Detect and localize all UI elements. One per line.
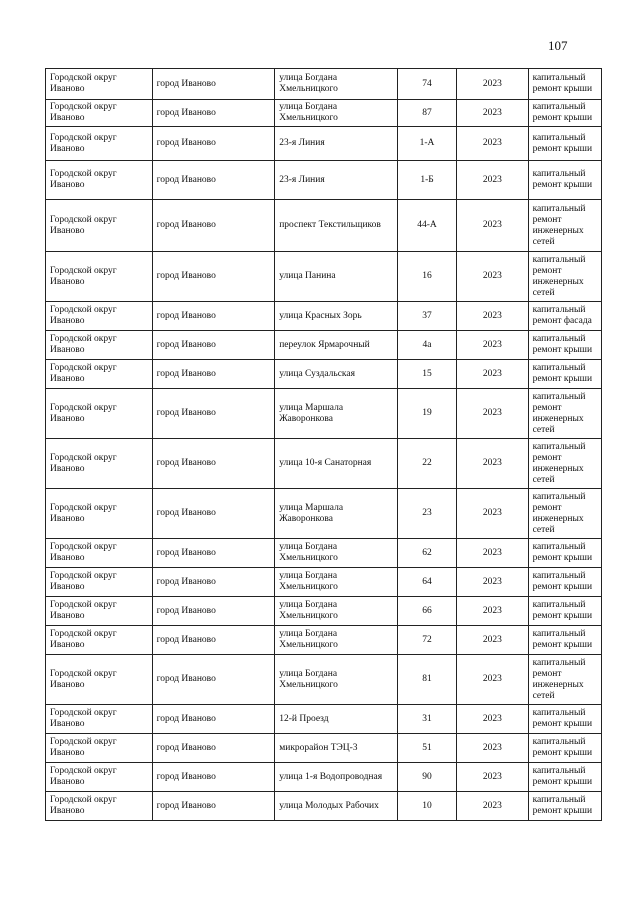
district-cell: Городской округ Иваново xyxy=(46,69,153,100)
district-cell: Городской округ Иваново xyxy=(46,439,153,489)
city-cell: город Иваново xyxy=(152,252,275,302)
year-cell: 2023 xyxy=(457,360,528,389)
housing-repair-table xyxy=(45,68,602,821)
work-type-cell: капитальный ремонт крыши xyxy=(528,100,601,127)
street-cell: переулок Ярмарочный xyxy=(275,331,398,360)
work-type-cell: капитальный ремонт инженерных сетей xyxy=(528,439,601,489)
table-row xyxy=(46,200,602,252)
house-number-cell: 74 xyxy=(397,69,456,100)
district-cell: Городской округ Иваново xyxy=(46,597,153,626)
year-cell: 2023 xyxy=(457,734,528,763)
district-cell: Городской округ Иваново xyxy=(46,302,153,331)
city-cell: город Иваново xyxy=(152,200,275,252)
city-cell: город Иваново xyxy=(152,69,275,100)
district-cell: Городской округ Иваново xyxy=(46,539,153,568)
street-cell: улица Панина xyxy=(275,252,398,302)
street-cell: улица Молодых Рабочих xyxy=(275,792,398,821)
table-row xyxy=(46,439,602,489)
work-type-cell: капитальный ремонт инженерных сетей xyxy=(528,200,601,252)
district-cell: Городской округ Иваново xyxy=(46,360,153,389)
work-type-cell: капитальный ремонт фасада xyxy=(528,302,601,331)
district-cell: Городской округ Иваново xyxy=(46,655,153,705)
year-cell: 2023 xyxy=(457,597,528,626)
street-cell: улица 10-я Санаторная xyxy=(275,439,398,489)
house-number-cell: 64 xyxy=(397,568,456,597)
city-cell: город Иваново xyxy=(152,792,275,821)
page-number: 107 xyxy=(548,38,568,53)
city-cell: город Иваново xyxy=(152,439,275,489)
district-cell: Городской округ Иваново xyxy=(46,389,153,439)
work-type-cell: капитальный ремонт крыши xyxy=(528,763,601,792)
city-cell: город Иваново xyxy=(152,302,275,331)
work-type-cell: капитальный ремонт крыши xyxy=(528,597,601,626)
year-cell: 2023 xyxy=(457,539,528,568)
work-type-cell: капитальный ремонт инженерных сетей xyxy=(528,389,601,439)
table-row xyxy=(46,360,602,389)
house-number-cell: 62 xyxy=(397,539,456,568)
district-cell: Городской округ Иваново xyxy=(46,100,153,127)
street-cell: улица Маршала Жаворонкова xyxy=(275,489,398,539)
district-cell: Городской округ Иваново xyxy=(46,489,153,539)
district-cell: Городской округ Иваново xyxy=(46,252,153,302)
work-type-cell: капитальный ремонт крыши xyxy=(528,127,601,161)
year-cell: 2023 xyxy=(457,331,528,360)
house-number-cell: 22 xyxy=(397,439,456,489)
table-row xyxy=(46,331,602,360)
district-cell: Городской округ Иваново xyxy=(46,127,153,161)
work-type-cell: капитальный ремонт крыши xyxy=(528,734,601,763)
year-cell: 2023 xyxy=(457,439,528,489)
house-number-cell: 31 xyxy=(397,705,456,734)
year-cell: 2023 xyxy=(457,200,528,252)
house-number-cell: 51 xyxy=(397,734,456,763)
street-cell: улица Суздальская xyxy=(275,360,398,389)
table-row xyxy=(46,127,602,161)
work-type-cell: капитальный ремонт крыши xyxy=(528,568,601,597)
table-row xyxy=(46,539,602,568)
house-number-cell: 4а xyxy=(397,331,456,360)
street-cell: улица Богдана Хмельницкого xyxy=(275,100,398,127)
street-cell: улица Богдана Хмельницкого xyxy=(275,655,398,705)
year-cell: 2023 xyxy=(457,792,528,821)
work-type-cell: капитальный ремонт инженерных сетей xyxy=(528,489,601,539)
street-cell: улица Богдана Хмельницкого xyxy=(275,568,398,597)
work-type-cell: капитальный ремонт крыши xyxy=(528,792,601,821)
work-type-cell: капитальный ремонт инженерных сетей xyxy=(528,655,601,705)
table-row xyxy=(46,100,602,127)
table-row xyxy=(46,626,602,655)
district-cell: Городской округ Иваново xyxy=(46,331,153,360)
house-number-cell: 1-Б xyxy=(397,161,456,200)
city-cell: город Иваново xyxy=(152,539,275,568)
year-cell: 2023 xyxy=(457,69,528,100)
city-cell: город Иваново xyxy=(152,597,275,626)
year-cell: 2023 xyxy=(457,626,528,655)
table-row xyxy=(46,252,602,302)
work-type-cell: капитальный ремонт крыши xyxy=(528,360,601,389)
street-cell: 12-й Проезд xyxy=(275,705,398,734)
table-row xyxy=(46,792,602,821)
city-cell: город Иваново xyxy=(152,360,275,389)
city-cell: город Иваново xyxy=(152,655,275,705)
table-row xyxy=(46,597,602,626)
year-cell: 2023 xyxy=(457,568,528,597)
house-number-cell: 87 xyxy=(397,100,456,127)
table-row xyxy=(46,302,602,331)
district-cell: Городской округ Иваново xyxy=(46,161,153,200)
city-cell: город Иваново xyxy=(152,568,275,597)
table-row xyxy=(46,161,602,200)
table-row xyxy=(46,763,602,792)
year-cell: 2023 xyxy=(457,100,528,127)
district-cell: Городской округ Иваново xyxy=(46,734,153,763)
house-number-cell: 16 xyxy=(397,252,456,302)
street-cell: 23-я Линия xyxy=(275,127,398,161)
house-number-cell: 23 xyxy=(397,489,456,539)
district-cell: Городской округ Иваново xyxy=(46,792,153,821)
house-number-cell: 81 xyxy=(397,655,456,705)
table-row xyxy=(46,705,602,734)
district-cell: Городской округ Иваново xyxy=(46,626,153,655)
year-cell: 2023 xyxy=(457,302,528,331)
work-type-cell: капитальный ремонт крыши xyxy=(528,69,601,100)
table-row xyxy=(46,734,602,763)
street-cell: проспект Текстильщиков xyxy=(275,200,398,252)
street-cell: улица Красных Зорь xyxy=(275,302,398,331)
city-cell: город Иваново xyxy=(152,331,275,360)
house-number-cell: 90 xyxy=(397,763,456,792)
city-cell: город Иваново xyxy=(152,705,275,734)
year-cell: 2023 xyxy=(457,161,528,200)
street-cell: улица Богдана Хмельницкого xyxy=(275,597,398,626)
house-number-cell: 15 xyxy=(397,360,456,389)
year-cell: 2023 xyxy=(457,489,528,539)
house-number-cell: 19 xyxy=(397,389,456,439)
work-type-cell: капитальный ремонт крыши xyxy=(528,161,601,200)
table-row xyxy=(46,389,602,439)
city-cell: город Иваново xyxy=(152,389,275,439)
work-type-cell: капитальный ремонт инженерных сетей xyxy=(528,252,601,302)
house-number-cell: 72 xyxy=(397,626,456,655)
house-number-cell: 1-А xyxy=(397,127,456,161)
table-body xyxy=(46,69,602,821)
year-cell: 2023 xyxy=(457,763,528,792)
house-number-cell: 37 xyxy=(397,302,456,331)
table-row xyxy=(46,69,602,100)
year-cell: 2023 xyxy=(457,127,528,161)
city-cell: город Иваново xyxy=(152,763,275,792)
work-type-cell: капитальный ремонт крыши xyxy=(528,539,601,568)
house-number-cell: 44-А xyxy=(397,200,456,252)
district-cell: Городской округ Иваново xyxy=(46,763,153,792)
city-cell: город Иваново xyxy=(152,626,275,655)
street-cell: улица Маршала Жаворонкова xyxy=(275,389,398,439)
house-number-cell: 10 xyxy=(397,792,456,821)
street-cell: микрорайон ТЭЦ-3 xyxy=(275,734,398,763)
year-cell: 2023 xyxy=(457,705,528,734)
street-cell: улица Богдана Хмельницкого xyxy=(275,69,398,100)
house-number-cell: 66 xyxy=(397,597,456,626)
street-cell: 23-я Линия xyxy=(275,161,398,200)
district-cell: Городской округ Иваново xyxy=(46,705,153,734)
city-cell: город Иваново xyxy=(152,100,275,127)
work-type-cell: капитальный ремонт крыши xyxy=(528,331,601,360)
year-cell: 2023 xyxy=(457,389,528,439)
district-cell: Городской округ Иваново xyxy=(46,200,153,252)
street-cell: улица Богдана Хмельницкого xyxy=(275,539,398,568)
city-cell: город Иваново xyxy=(152,127,275,161)
city-cell: город Иваново xyxy=(152,489,275,539)
district-cell: Городской округ Иваново xyxy=(46,568,153,597)
table-row xyxy=(46,568,602,597)
table-row xyxy=(46,489,602,539)
table-row xyxy=(46,655,602,705)
street-cell: улица Богдана Хмельницкого xyxy=(275,626,398,655)
city-cell: город Иваново xyxy=(152,734,275,763)
work-type-cell: капитальный ремонт крыши xyxy=(528,626,601,655)
work-type-cell: капитальный ремонт крыши xyxy=(528,705,601,734)
year-cell: 2023 xyxy=(457,252,528,302)
city-cell: город Иваново xyxy=(152,161,275,200)
street-cell: улица 1-я Водопроводная xyxy=(275,763,398,792)
year-cell: 2023 xyxy=(457,655,528,705)
